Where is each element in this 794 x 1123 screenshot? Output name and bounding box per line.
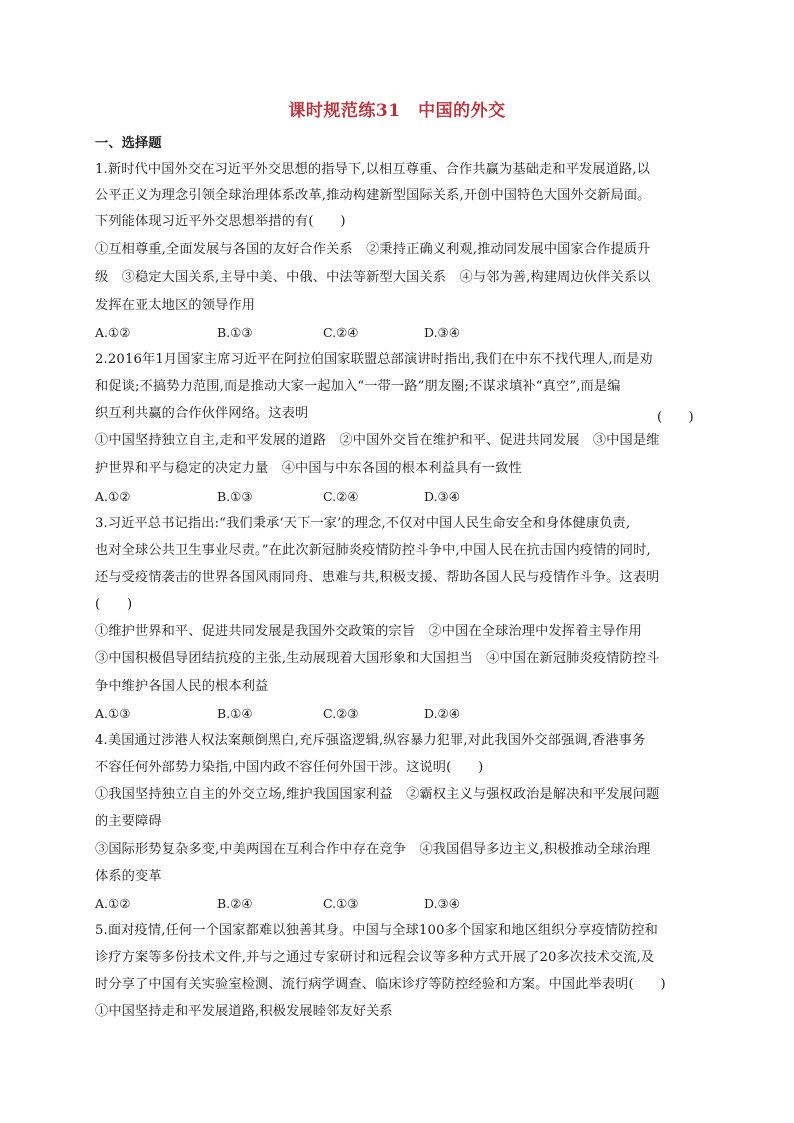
question-5-line: 时分享了中国有关实验室检测、流行病学调查、临床诊疗等防控经验和方案。中国此举表明( )	[95, 977, 666, 992]
question-1-line: 公平正义为理念引领全球治理体系改革,推动构建新型国际关系,开创中国特色大国外交新局面。	[95, 188, 651, 203]
question-5-line: ①中国坚持走和平发展道路,积极发展睦邻友好关系	[95, 1004, 393, 1019]
option-a[interactable]: A.①③	[95, 706, 131, 721]
option-a[interactable]: A.①②	[95, 896, 131, 911]
question-4-line: 不容任何外部势力染指,中国内政不容任何外国干涉。这说明( )	[95, 760, 484, 775]
question-1-line: 1.新时代中国外交在习近平外交思想的指导下,以相互尊重、合作共赢为基础走和平发展道路,以	[95, 162, 651, 177]
question-3-line: ③中国积极倡导团结抗疫的主张,生动展现着大国形象和大国担当 ④中国在新冠肺炎疫情防控斗	[95, 651, 660, 666]
question-2-line: 2.2016年1月国家主席习近平在阿拉伯国家联盟总部演讲时指出,我们在中东不找代理人,而是劝	[95, 352, 653, 367]
question-3-line: 争中维护各国人民的根本利益	[95, 679, 269, 694]
page-title: 课时规范练31 中国的外交	[288, 101, 506, 121]
question-2-line: 护世界和平与稳定的决定力量 ④中国与中东各国的根本利益具有一致性	[95, 461, 522, 476]
question-2-line: 织互利共赢的合作伙伴网络。这表明	[95, 406, 309, 421]
option-a[interactable]: A.①②	[95, 325, 131, 340]
question-5-line: 5.面对疫情,任何一个国家都难以独善其身。中国与全球100多个国家和地区组织分享疫情防控和	[95, 923, 659, 938]
question-1-line: 发挥在亚太地区的领导作用	[95, 298, 256, 313]
question-1-line: ①互相尊重,全面发展与各国的友好合作关系 ②秉持正确义利观,推动同发展中国家合作提质升	[95, 242, 651, 257]
question-5-line: 诊疗方案等多份技术文件,并与之通过专家研讨和远程会议等多种方式开展了20多次技术交流,及	[95, 950, 655, 965]
question-3-line: 还与受疫情袭击的世界各国风雨同舟、患难与共,积极支援、帮助各国人民与疫情作斗争。这表明	[95, 570, 660, 585]
question-4-line: 4.美国通过涉港人权法案颠倒黑白,充斥强盗逻辑,纵容暴力犯罪,对此我国外交部强调,香港事务	[95, 733, 646, 748]
option-c[interactable]: C.①③	[323, 896, 359, 911]
question-2-options	[95, 489, 695, 505]
question-1-line: 下列能体现习近平外交思想举措的有( )	[95, 214, 346, 229]
option-b[interactable]: B.②④	[217, 896, 253, 911]
section-heading: 一、选择题	[95, 136, 162, 151]
question-3-line: ①维护世界和平、促进共同发展是我国外交政策的宗旨 ②中国在全球治理中发挥着主导作用	[95, 624, 642, 639]
option-c[interactable]: C.②③	[323, 706, 359, 721]
option-a[interactable]: A.①②	[95, 489, 131, 504]
question-3-options	[95, 706, 695, 722]
option-b[interactable]: B.①④	[217, 706, 253, 721]
option-b[interactable]: B.①③	[217, 325, 253, 340]
option-c[interactable]: C.②④	[323, 489, 359, 504]
question-3-line: 3.习近平总书记指出:“我们秉承‘天下一家’的理念,不仅对中国人民生命安全和身体健康负责,	[95, 516, 631, 531]
option-b[interactable]: B.①③	[217, 489, 253, 504]
question-4-line: ③国际形势复杂多变,中美两国在互利合作中存在竞争 ④我国倡导多边主义,积极推动全球治理	[95, 842, 651, 857]
question-3-line: ( )	[95, 597, 133, 612]
question-1-options	[95, 325, 695, 341]
question-3-line: 也对全球公共卫生事业尽责。”在此次新冠肺炎疫情防控斗争中,中国人民在抗击国内疫情的同时,	[95, 543, 651, 558]
option-d[interactable]: D.③④	[424, 896, 460, 911]
answer-paren: ( )	[657, 410, 694, 425]
option-d[interactable]: D.③④	[424, 489, 460, 504]
question-4-line: 体系的变革	[95, 869, 162, 884]
question-4-line: ①我国坚持独立自主的外交立场,维护我国国家利益 ②霸权主义与强权政治是解决和平发展问题	[95, 787, 660, 802]
question-4-line: 的主要障碍	[95, 814, 162, 829]
option-d[interactable]: D.③④	[424, 325, 460, 340]
question-4-options	[95, 896, 695, 912]
question-2-line: 和促谈;不搞势力范围,而是推动大家一起加入“一带一路”朋友圈;不谋求填补“真空”,而是编	[95, 379, 621, 394]
option-c[interactable]: C.②④	[323, 325, 359, 340]
question-2-line: ①中国坚持独立自主,走和平发展的道路 ②中国外交旨在维护和平、促进共同发展 ③中国是维	[95, 433, 660, 448]
option-d[interactable]: D.②④	[424, 706, 460, 721]
question-1-line: 级 ③稳定大国关系,主导中美、中俄、中法等新型大国关系 ④与邻为善,构建周边伙伴关系以	[95, 270, 651, 285]
